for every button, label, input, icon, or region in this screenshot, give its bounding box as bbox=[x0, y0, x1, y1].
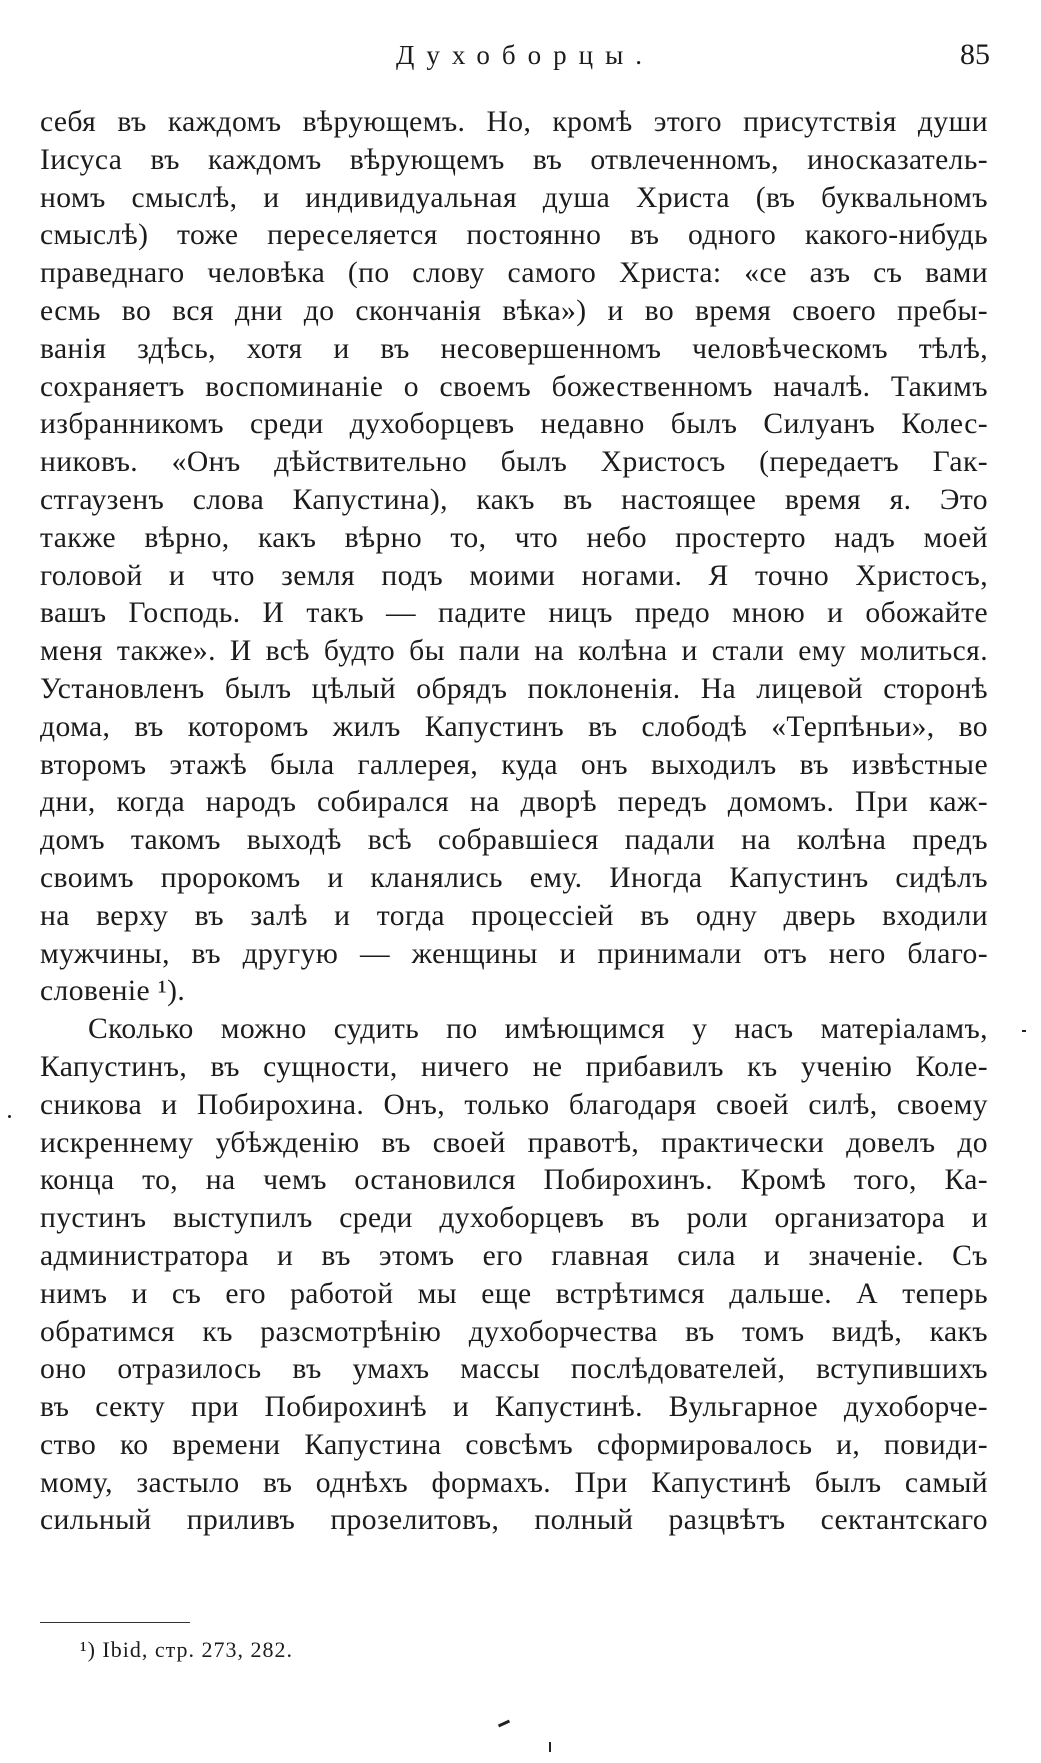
scan-speck bbox=[8, 1115, 11, 1118]
text-line: сильный приливъ прозелитовъ, полный разцвѣтъ сектантскаго bbox=[40, 1504, 988, 1537]
text-line: дни, когда народъ собирался на дворѣ передъ домомъ. При каж- bbox=[40, 786, 988, 819]
body-text bbox=[40, 104, 988, 1540]
text-line: Установленъ былъ цѣлый обрядъ поклоненія. На лицевой сторонѣ bbox=[40, 672, 988, 705]
text-line: ванія здѣсь, хотя и въ несовершенномъ человѣческомъ тѣлѣ, bbox=[40, 332, 988, 365]
text-line: номъ смыслѣ, и индивидуальная душа Христа (въ буквальномъ bbox=[40, 181, 988, 214]
footnote: ¹) Ibid, стр. 273, 282. bbox=[80, 1637, 294, 1662]
text-line: стгаузенъ слова Капустина), какъ въ настоящее время я. Это bbox=[40, 483, 988, 516]
text-line: себя въ каждомъ вѣрующемъ. Но, кромѣ этого присутствія души bbox=[40, 106, 988, 138]
text-line: Іисуса въ каждомъ вѣрующемъ въ отвлеченномъ, иносказатель- bbox=[40, 143, 988, 176]
text-line: администратора и въ этомъ его главная сила и значеніе. Съ bbox=[40, 1239, 988, 1272]
text-line: Капустинъ, въ сущности, ничего не прибавилъ къ ученію Коле- bbox=[40, 1050, 988, 1083]
text-line: въ секту при Побирохинѣ и Капустинѣ. Вульгарное духоборче- bbox=[40, 1391, 988, 1424]
footnote-divider bbox=[40, 1622, 190, 1623]
text-line: обратимся къ разсмотрѣнію духоборчества въ томъ видѣ, какъ bbox=[40, 1315, 988, 1348]
text-line: ство ко времени Капустина совсѣмъ сформировалось и, повиди- bbox=[40, 1428, 988, 1461]
text-line: второмъ этажѣ была галлерея, куда онъ выходилъ въ извѣстные bbox=[40, 748, 988, 781]
text-line: искреннему убѣжденію въ своей правотѣ, практически довелъ до bbox=[40, 1126, 988, 1159]
text-line: головой и что земля подъ моими ногами. Я точно Христосъ, bbox=[40, 559, 988, 592]
page-number: 85 bbox=[960, 38, 990, 71]
running-title: Духоборцы. bbox=[396, 40, 654, 70]
text-line: сникова и Побирохина. Онъ, только благодаря своей силѣ, своему bbox=[40, 1088, 988, 1121]
text-line: пустинъ выступилъ среди духоборцевъ въ роли организатора и bbox=[40, 1202, 988, 1235]
running-head bbox=[30, 30, 1000, 80]
scan-speck bbox=[498, 1720, 510, 1728]
text-line: словеніе ¹). bbox=[40, 975, 186, 1008]
text-line: никовъ. «Онъ дѣйствительно былъ Христосъ (передаетъ Гак- bbox=[40, 446, 988, 479]
text-line: своимъ пророкомъ и кланялись ему. Иногда Капустинъ сидѣлъ bbox=[40, 861, 988, 894]
text-line: нимъ и съ его работой мы еще встрѣтимся дальше. А теперь bbox=[40, 1277, 988, 1310]
text-line: праведнаго человѣка (по слову самого Христа: «се азъ съ вами bbox=[40, 257, 988, 290]
text-line: оно отразилось въ умахъ массы послѣдователей, вступившихъ bbox=[40, 1353, 988, 1386]
text-line: на верху въ залѣ и тогда процессіей въ одну дверь входили bbox=[40, 899, 988, 932]
text-line: мужчины, въ другую — женщины и принимали отъ него благо- bbox=[40, 937, 988, 970]
scan-speck bbox=[1022, 1030, 1026, 1032]
text-line: конца то, на чемъ остановился Побирохинъ. Кромѣ того, Ка- bbox=[40, 1164, 988, 1197]
text-line: также вѣрно, какъ вѣрно то, что небо простерто надъ моей bbox=[40, 521, 988, 554]
text-line: вашъ Господь. И такъ — падите ницъ предо мною и обожайте bbox=[40, 597, 988, 630]
text-line: дома, въ которомъ жилъ Капустинъ въ слободѣ «Терпѣньи», во bbox=[40, 710, 988, 743]
text-line: меня также». И всѣ будто бы пали на колѣна и стали ему молиться. bbox=[40, 635, 988, 668]
paragraph-start-line: Сколько можно судить по имѣющимся у насъ матеріаламъ, bbox=[88, 1013, 988, 1046]
text-line: мому, застыло въ однѣхъ формахъ. При Капустинѣ былъ самый bbox=[40, 1466, 988, 1499]
text-line: сохраняетъ воспоминаніе о своемъ божественномъ началѣ. Такимъ bbox=[40, 370, 988, 403]
scan-speck bbox=[549, 1742, 551, 1752]
text-line: смыслѣ) тоже переселяется постоянно въ одного какого-нибудь bbox=[40, 219, 988, 252]
text-line: избранникомъ среди духоборцевъ недавно былъ Силуанъ Колес- bbox=[40, 408, 988, 441]
text-line: есмь во вся дни до скончанія вѣка») и во время своего пребы- bbox=[40, 294, 988, 327]
text-line: домъ такомъ выходѣ всѣ собравшіеся падали на колѣна предъ bbox=[40, 824, 988, 857]
